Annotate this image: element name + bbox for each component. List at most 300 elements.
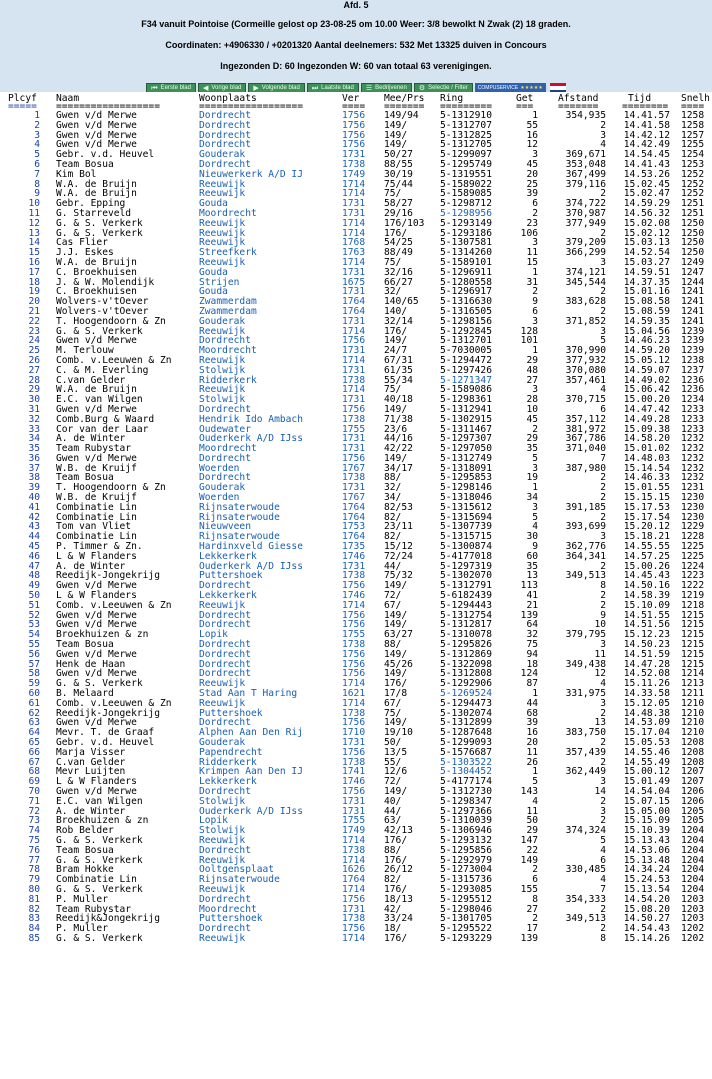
cell-arrival-time: 14.55.49 <box>623 756 670 768</box>
cell-name: Gwen v/d Merwe <box>56 129 137 141</box>
cell-hometown: Dordrecht <box>199 893 251 905</box>
cell-marked-position: 1 <box>532 482 538 494</box>
cell-ring-number: 5-1297366 <box>440 805 492 817</box>
cell-distance: 349,438 <box>565 658 606 670</box>
result-rows <box>0 111 712 944</box>
cell-arrival-time: 15.13.43 <box>623 834 670 846</box>
cell-speed: 1232 <box>681 452 705 464</box>
cell-ring-number: 5-1293085 <box>440 883 492 895</box>
cell-placing: 72 <box>28 805 40 817</box>
cell-placing: 75 <box>28 834 40 846</box>
cell-name: Marja Visser <box>56 746 126 758</box>
cell-speed: 1225 <box>681 541 705 553</box>
cell-placing: 21 <box>28 305 40 317</box>
cell-arrival-time: 14.54.45 <box>623 149 670 161</box>
cell-placing: 42 <box>28 511 40 523</box>
cell-ring-number: 5-1312749 <box>440 452 492 464</box>
cell-ring-number: 5-7030005 <box>440 345 492 357</box>
cell-speed: 1258 <box>681 119 705 131</box>
cell-distance: 2 <box>600 903 606 915</box>
cell-ring-number: 5-1299097 <box>440 149 492 161</box>
cell-speed: 1204 <box>681 844 705 856</box>
cell-speed: 1251 <box>681 207 705 219</box>
column-header-mee-prs: Mee/Prs <box>384 93 425 104</box>
cell-marked-position: 128 <box>520 325 538 337</box>
cell-entered-prized: 149/ <box>384 717 408 729</box>
cell-marked-position: 143 <box>520 785 538 797</box>
cell-marked-position: 41 <box>526 590 538 602</box>
cell-distance: 357,439 <box>565 746 606 758</box>
cell-hometown: Gouderak <box>199 149 246 161</box>
cell-club-number: 1746 <box>342 776 366 788</box>
cell-marked-position: 6 <box>532 874 538 886</box>
cell-name: Gwen v/d Merwe <box>56 119 137 131</box>
cell-entered-prized: 149/ <box>384 452 408 464</box>
cell-arrival-time: 14.59.35 <box>623 315 670 327</box>
cell-hometown: Moordrecht <box>199 443 257 455</box>
cell-marked-position: 11 <box>526 247 538 259</box>
cell-distance: 2 <box>600 305 606 317</box>
cell-name: B. Melaard <box>56 688 114 700</box>
cell-distance: 357,461 <box>565 374 606 386</box>
cell-placing: 47 <box>28 560 40 572</box>
cell-name: E.C. van Wilgen <box>56 394 143 406</box>
cell-hometown: Hardinxveld Giesse <box>199 541 303 553</box>
cell-name: M. Terlouw <box>56 345 114 357</box>
cell-distance: 4 <box>600 384 606 396</box>
cell-distance: 381,972 <box>565 423 606 435</box>
cell-placing: 74 <box>28 825 40 837</box>
cell-distance: 362,449 <box>565 766 606 778</box>
cell-ring-number: 5-1318091 <box>440 462 492 474</box>
cell-distance: 2 <box>600 227 606 239</box>
cell-speed: 1231 <box>681 482 705 494</box>
cell-hometown: Reeuwijk <box>199 217 246 229</box>
cell-name: L & W Flanders <box>56 776 137 788</box>
cell-name: E.C. van Wilgen <box>56 795 143 807</box>
cell-hometown: Rijnsaterwoude <box>199 511 280 523</box>
cell-hometown: Gouderak <box>199 482 246 494</box>
cell-arrival-time: 14.53.06 <box>623 844 670 856</box>
cell-hometown: Dordrecht <box>199 403 251 415</box>
cell-name: Broekhuizen & zn <box>56 815 149 827</box>
cell-ring-number[interactable]: 5-1269524 <box>440 688 492 700</box>
cell-ring-number: 5-1312707 <box>440 119 492 131</box>
cell-speed: 1203 <box>681 903 705 915</box>
cell-speed: 1254 <box>681 149 705 161</box>
cell-club-number: 1756 <box>342 335 366 347</box>
nav-button-label: Vorige blad <box>211 85 242 91</box>
cell-distance: 370,715 <box>565 394 606 406</box>
cell-arrival-time: 15.13.54 <box>623 883 670 895</box>
column-header-get: Get <box>516 93 534 104</box>
cell-arrival-time: 14.59.20 <box>623 345 670 357</box>
cell-entered-prized: 149/ <box>384 139 408 151</box>
cell-name: Henk de Haan <box>56 658 126 670</box>
cell-name: C. Broekhuisen <box>56 286 137 298</box>
cell-ring-number: 5-1312705 <box>440 139 492 151</box>
cell-ring-number: 5-1312941 <box>440 403 492 415</box>
cell-ring-number: 5-1312910 <box>440 110 492 121</box>
cell-ring-number: 5-1294472 <box>440 354 492 366</box>
cell-distance: 391,185 <box>565 501 606 513</box>
cell-name: Mevr Luijten <box>56 766 126 778</box>
cell-name: C. & M. Everling <box>56 364 149 376</box>
cell-entered-prized: 72/24 <box>384 550 413 562</box>
cell-distance: 2 <box>600 560 606 572</box>
cell-hometown: Dordrecht <box>199 648 251 660</box>
cell-name: Rob Belder <box>56 825 114 837</box>
cell-arrival-time: 15.05.12 <box>623 354 670 366</box>
cell-club-number: 1714 <box>342 599 366 611</box>
cell-club-number: 1738 <box>342 756 366 768</box>
cell-hometown: Stolwijk <box>199 825 246 837</box>
cell-hometown: Moordrecht <box>199 345 257 357</box>
cell-arrival-time: 14.53.09 <box>623 717 670 729</box>
cell-distance: 357,112 <box>565 413 606 425</box>
cell-arrival-time: 15.12.23 <box>623 629 670 641</box>
cell-club-number: 1714 <box>342 883 366 895</box>
cell-placing: 54 <box>28 629 40 641</box>
cell-club-number: 1767 <box>342 492 366 504</box>
cell-placing: 77 <box>28 854 40 866</box>
cell-arrival-time: 15.02.45 <box>623 178 670 190</box>
cell-club-number: 1756 <box>342 746 366 758</box>
cell-speed: 1230 <box>681 511 705 523</box>
cell-name: Comb. v.Leeuwen & Zn <box>56 354 172 366</box>
cell-entered-prized: 72/ <box>384 776 402 788</box>
cell-name: Reedijk&Jongekrijg <box>56 913 160 925</box>
cell-distance: 2 <box>600 472 606 484</box>
cell-distance: 3 <box>600 697 606 709</box>
cell-hometown: Lopik <box>199 629 228 641</box>
cell-ring-number: 5-1302070 <box>440 570 492 582</box>
cell-placing: 85 <box>28 932 40 944</box>
cell-hometown: Puttershoek <box>199 913 263 925</box>
cell-speed: 1207 <box>681 776 705 788</box>
cell-entered-prized: 45/26 <box>384 658 413 670</box>
cell-placing: 45 <box>28 541 40 553</box>
cell-marked-position: 60 <box>526 550 538 562</box>
cell-hometown: Gouda <box>199 198 228 210</box>
cell-entered-prized: 15/12 <box>384 541 413 553</box>
cell-name: Combinatie Lin <box>56 874 137 886</box>
cell-placing: 51 <box>28 599 40 611</box>
cell-ring-number[interactable]: 5-1304452 <box>440 766 492 778</box>
cell-ring-number: 5-1301705 <box>440 913 492 925</box>
cell-entered-prized: 44/ <box>384 805 402 817</box>
cell-ring-number: 5-1589022 <box>440 178 492 190</box>
cell-club-number: 1675 <box>342 276 366 288</box>
cell-club-number: 1738 <box>342 913 366 925</box>
cell-placing: 23 <box>28 325 40 337</box>
cell-marked-position: 45 <box>526 158 538 170</box>
cell-club-number: 1746 <box>342 590 366 602</box>
cell-speed: 1236 <box>681 374 705 386</box>
cell-placing: 7 <box>34 168 40 180</box>
cell-club-number: 1731 <box>342 560 366 572</box>
cell-placing: 62 <box>28 707 40 719</box>
cell-speed: 1230 <box>681 501 705 513</box>
cell-club-number: 1749 <box>342 825 366 837</box>
cell-placing: 33 <box>28 423 40 435</box>
cell-distance: 387,980 <box>565 462 606 474</box>
cell-arrival-time: 15.01.16 <box>623 286 670 298</box>
cell-speed: 1225 <box>681 550 705 562</box>
cell-marked-position: 23 <box>526 217 538 229</box>
cell-speed: 1233 <box>681 423 705 435</box>
cell-distance: 6 <box>600 403 606 415</box>
cell-marked-position: 75 <box>526 639 538 651</box>
cell-entered-prized: 88/55 <box>384 158 413 170</box>
cell-speed: 1215 <box>681 619 705 631</box>
cell-speed: 1238 <box>681 354 705 366</box>
cell-hometown: Stolwijk <box>199 364 246 376</box>
cell-distance: 2 <box>600 756 606 768</box>
cell-entered-prized: 149/ <box>384 335 408 347</box>
cell-arrival-time: 14.54.43 <box>623 923 670 935</box>
cell-ring-number: 5-1296917 <box>440 286 492 298</box>
cell-entered-prized: 42/13 <box>384 825 413 837</box>
nav-button-label: Laatste blad <box>321 85 354 91</box>
cell-entered-prized: 42/22 <box>384 443 413 455</box>
cell-club-number: 1756 <box>342 129 366 141</box>
cell-speed: 1228 <box>681 531 705 543</box>
cell-entered-prized: 176/ <box>384 932 408 944</box>
cell-marked-position: 94 <box>526 648 538 660</box>
cell-hometown: Stolwijk <box>199 795 246 807</box>
cell-entered-prized: 32/ <box>384 286 402 298</box>
cell-distance: 374,722 <box>565 198 606 210</box>
cell-entered-prized: 88/ <box>384 472 402 484</box>
cell-club-number: 1756 <box>342 893 366 905</box>
cell-hometown: Reeuwijk <box>199 325 246 337</box>
cell-hometown: Oudewater <box>199 423 251 435</box>
cell-speed: 1202 <box>681 923 705 935</box>
cell-ring-number: 5-1312869 <box>440 648 492 660</box>
cell-hometown: Reeuwijk <box>199 883 246 895</box>
cell-marked-position: 11 <box>526 746 538 758</box>
cell-speed: 1241 <box>681 315 705 327</box>
cell-entered-prized: 24/7 <box>384 345 408 357</box>
cell-hometown: Woerden <box>199 492 240 504</box>
cell-club-number: 1731 <box>342 443 366 455</box>
cell-entered-prized: 72/ <box>384 590 402 602</box>
cell-ring-number: 5-4177174 <box>440 776 492 788</box>
cell-marked-position: 17 <box>526 923 538 935</box>
cell-marked-position: 3 <box>532 315 538 327</box>
cell-club-number: 1738 <box>342 158 366 170</box>
cell-entered-prized: 149/ <box>384 129 408 141</box>
cell-entered-prized: 82/ <box>384 531 402 543</box>
cell-hometown: Reeuwijk <box>199 256 246 268</box>
cell-hometown: Strijen <box>199 276 240 288</box>
cell-ring-number: 5-1273004 <box>440 864 492 876</box>
cell-ring-number: 5-1297050 <box>440 443 492 455</box>
cell-marked-position: 19 <box>526 472 538 484</box>
cell-name: Gwen v/d Merwe <box>56 110 137 121</box>
cell-placing: 6 <box>34 158 40 170</box>
cell-arrival-time: 14.58.20 <box>623 433 670 445</box>
separator-ring: ========= <box>440 101 492 112</box>
cell-ring-number[interactable]: 5-1271347 <box>440 374 492 386</box>
cell-speed: 1252 <box>681 178 705 190</box>
coordinates-info: Coordinaten: +4906330 / +0201320 Aantal deelnemers: 532 Met 13325 duiven in Concours <box>165 40 547 50</box>
separator-get: === <box>516 101 534 112</box>
cell-ring-number: 5-1297426 <box>440 364 492 376</box>
cell-speed: 1206 <box>681 795 705 807</box>
cell-club-number: 1764 <box>342 305 366 317</box>
cell-speed: 1232 <box>681 472 705 484</box>
cell-placing: 30 <box>28 394 40 406</box>
cell-arrival-time: 15.15.15 <box>623 492 670 504</box>
cell-arrival-time: 15.01.02 <box>623 443 670 455</box>
cell-hometown: Ridderkerk <box>199 756 257 768</box>
cell-placing: 25 <box>28 345 40 357</box>
cell-speed: 1239 <box>681 345 705 357</box>
cell-club-number: 1714 <box>342 256 366 268</box>
cell-speed: 1205 <box>681 805 705 817</box>
cell-hometown: Stolwijk <box>199 394 246 406</box>
cell-arrival-time: 14.53.26 <box>623 168 670 180</box>
cell-placing: 17 <box>28 266 40 278</box>
cell-distance: 374,324 <box>565 825 606 837</box>
cell-hometown: Dordrecht <box>199 335 251 347</box>
cell-name: Reedijk-Jongekrijg <box>56 707 160 719</box>
cell-distance: 369,671 <box>565 149 606 161</box>
cell-entered-prized: 63/ <box>384 815 402 827</box>
cell-hometown: Reeuwijk <box>199 678 246 690</box>
cell-speed: 1252 <box>681 188 705 200</box>
cell-distance: 367,499 <box>565 168 606 180</box>
cell-speed: 1239 <box>681 325 705 337</box>
cell-arrival-time: 15.02.47 <box>623 188 670 200</box>
separator-mee-prs: ======= <box>384 101 425 112</box>
cell-speed: 1241 <box>681 296 705 308</box>
cell-marked-position: 48 <box>526 364 538 376</box>
cell-distance: 14 <box>594 785 606 797</box>
cell-marked-position: 27 <box>526 374 538 386</box>
cell-speed: 1215 <box>681 658 705 670</box>
cell-name: Gwen v/d Merwe <box>56 403 137 415</box>
cell-arrival-time: 15.07.15 <box>623 795 670 807</box>
cell-marked-position: 3 <box>532 237 538 249</box>
cell-club-number: 1731 <box>342 207 366 219</box>
cell-speed: 1215 <box>681 639 705 651</box>
cell-marked-position: 101 <box>520 335 538 347</box>
cell-placing: 4 <box>34 139 40 151</box>
cell-distance: 2 <box>600 599 606 611</box>
cell-ring-number: 5-1295512 <box>440 893 492 905</box>
cell-hometown: Ouderkerk A/D IJss <box>199 805 303 817</box>
cell-distance: 345,544 <box>565 276 606 288</box>
cell-placing: 19 <box>28 286 40 298</box>
cell-marked-position: 6 <box>532 198 538 210</box>
cell-arrival-time: 15.03.27 <box>623 256 670 268</box>
cell-ring-number: 5-1295856 <box>440 844 492 856</box>
cell-arrival-time: 14.52.54 <box>623 247 670 259</box>
cell-hometown: Reeuwijk <box>199 354 246 366</box>
cell-placing: 50 <box>28 590 40 602</box>
cell-club-number: 1714 <box>342 178 366 190</box>
entries-info: Ingezonden D: 60 Ingezonden W: 60 van totaal 63 verenigingen. <box>220 61 492 71</box>
cell-entered-prized: 75/ <box>384 384 402 396</box>
cell-arrival-time: 15.17.04 <box>623 727 670 739</box>
cell-name: G. & S. Verkerk <box>56 217 143 229</box>
cell-entered-prized: 82/ <box>384 874 402 886</box>
cell-club-number: 1710 <box>342 727 366 739</box>
cell-ring-number: 5-1311467 <box>440 423 492 435</box>
cell-marked-position: 13 <box>526 570 538 582</box>
cell-name: Gwen v/d Merwe <box>56 335 137 347</box>
cell-speed: 1250 <box>681 237 705 249</box>
cell-arrival-time: 15.10.09 <box>623 599 670 611</box>
cell-distance: 370,987 <box>565 207 606 219</box>
cell-speed: 1247 <box>681 266 705 278</box>
cell-ring-number: 5-1295749 <box>440 158 492 170</box>
cell-placing: 64 <box>28 727 40 739</box>
cell-placing: 20 <box>28 296 40 308</box>
cell-ring-number[interactable]: 5-1303522 <box>440 756 492 768</box>
cell-name: G. Starreveld <box>56 207 132 219</box>
cell-ring-number[interactable]: 5-1298956 <box>440 207 492 219</box>
cell-club-number: 1756 <box>342 785 366 797</box>
cell-placing: 26 <box>28 354 40 366</box>
cell-placing: 53 <box>28 619 40 631</box>
cell-club-number: 1738 <box>342 707 366 719</box>
cell-placing: 49 <box>28 580 40 592</box>
cell-arrival-time: 15.06.42 <box>623 384 670 396</box>
separator-plcyf: ===== <box>8 101 37 112</box>
race-info: F34 vanuit Pointoise (Cormeille gelost op 23-08-25 om 10.00 Weer: 3/8 bewolkt N Zwak (2) 18 graden. <box>141 19 571 29</box>
cell-hometown: Reeuwijk <box>199 834 246 846</box>
cell-placing: 8 <box>34 178 40 190</box>
cell-ring-number: 5-1307739 <box>440 521 492 533</box>
cell-placing: 58 <box>28 668 40 680</box>
cell-club-number: 1731 <box>342 433 366 445</box>
cell-entered-prized: 149/ <box>384 648 408 660</box>
last-page-icon: ⏭ <box>311 84 319 92</box>
cell-club-number: 1756 <box>342 119 366 131</box>
cell-marked-position: 10 <box>526 403 538 415</box>
cell-marked-position: 5 <box>532 776 538 788</box>
cell-ring-number: 5-1292979 <box>440 854 492 866</box>
cell-placing: 29 <box>28 384 40 396</box>
cell-arrival-time: 15.08.59 <box>623 305 670 317</box>
cell-marked-position: 1 <box>532 688 538 700</box>
cell-ring-number: 5-1293149 <box>440 217 492 229</box>
cell-ring-number: 5-1293132 <box>440 834 492 846</box>
cell-arrival-time: 15.02.08 <box>623 217 670 229</box>
cell-name: Gwen v/d Merwe <box>56 785 137 797</box>
cell-ring-number: 5-1316505 <box>440 305 492 317</box>
cell-distance: 354,333 <box>565 893 606 905</box>
cell-placing: 46 <box>28 550 40 562</box>
cell-name: Combinatie Lin <box>56 531 137 543</box>
cell-placing: 9 <box>34 188 40 200</box>
cell-hometown: Lekkerkerk <box>199 590 257 602</box>
cell-club-number: 1756 <box>342 619 366 631</box>
cell-distance: 2 <box>600 188 606 200</box>
cell-distance: 2 <box>600 492 606 504</box>
cell-name: Combinatie Lin <box>56 501 137 513</box>
cell-name: Gwen v/d Merwe <box>56 580 137 592</box>
cell-ring-number: 5-1312808 <box>440 668 492 680</box>
cell-ring-number: 5-1315694 <box>440 511 492 523</box>
cell-club-number: 1756 <box>342 658 366 670</box>
cell-entered-prized: 30/19 <box>384 168 413 180</box>
cell-arrival-time: 14.34.24 <box>623 864 670 876</box>
